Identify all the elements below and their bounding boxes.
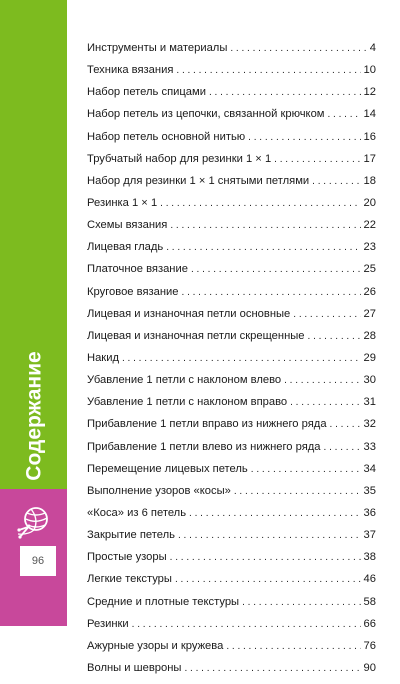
- toc-leader-dots: [312, 176, 360, 187]
- toc-entry: [87, 418, 376, 440]
- toc-leader-dots: [182, 287, 361, 298]
- toc-entry-page: 28: [363, 329, 376, 342]
- toc-entry: [87, 330, 376, 352]
- page-number: 96: [20, 546, 56, 576]
- toc-entry: [87, 396, 376, 418]
- toc-entry: [87, 175, 376, 197]
- toc-entry-title: Набор петель из цепочки, связанной крючком: [87, 108, 325, 121]
- toc-entry-page: 32: [363, 418, 376, 431]
- toc-entry-page: 33: [363, 440, 376, 453]
- toc-entry-page: 35: [363, 484, 376, 497]
- toc-entry-page: 14: [363, 108, 376, 121]
- toc-entry-title: Схемы вязания: [87, 219, 168, 232]
- toc-entry-page: 27: [363, 307, 376, 320]
- toc-leader-dots: [248, 132, 360, 143]
- toc-entry-title: Накид: [87, 351, 119, 364]
- toc-leader-dots: [284, 375, 360, 386]
- toc-entry: [87, 374, 376, 396]
- toc-entry-title: Прибавление 1 петли влево из нижнего ряда: [87, 440, 321, 453]
- yarn-ball-icon: [14, 503, 52, 541]
- toc-entry-page: 38: [363, 551, 376, 564]
- toc-entry: [87, 219, 376, 241]
- toc-entry-title: Набор для резинки 1 × 1 снятыми петлями: [87, 174, 310, 187]
- toc-entry-page: 17: [363, 152, 376, 165]
- toc-entry-page: 34: [363, 462, 376, 475]
- toc-entry-title: Лицевая гладь: [87, 241, 164, 254]
- toc-entry-page: 76: [363, 639, 376, 652]
- toc-entry-title: Инструменты и материалы: [87, 42, 228, 54]
- toc-entry-page: 12: [363, 86, 376, 99]
- toc-entry: [87, 352, 376, 374]
- toc-entry-title: Простые узоры: [87, 551, 167, 564]
- toc-entry: [87, 131, 376, 153]
- toc-entry-title: Лицевая и изнаночная петли основные: [87, 307, 291, 320]
- sidebar: [0, 0, 67, 626]
- toc-leader-dots: [191, 264, 361, 275]
- toc-entry-page: 66: [363, 617, 376, 630]
- toc-entry-page: 23: [363, 241, 376, 254]
- toc-entry-title: «Коса» из 6 петель: [87, 506, 187, 519]
- toc-leader-dots: [122, 353, 361, 364]
- toc-entry-title: Лицевая и изнаночная петли скрещенные: [87, 329, 305, 342]
- toc-entry-page: 29: [363, 351, 376, 364]
- toc-entry-page: 31: [363, 396, 376, 409]
- toc-entry-title: Техника вязания: [87, 64, 174, 77]
- toc-leader-dots: [178, 530, 361, 541]
- toc-entry-title: Резинка 1 × 1: [87, 196, 158, 209]
- toc-entry-page: 4: [369, 42, 376, 54]
- toc-entry-title: Резинки: [87, 617, 129, 630]
- toc-entry: [87, 197, 376, 219]
- toc-entry-title: Набор петель спицами: [87, 86, 206, 99]
- toc-leader-dots: [175, 574, 361, 585]
- toc-entry-title: Убавление 1 петли с наклоном влево: [87, 374, 282, 387]
- toc-entry: [87, 551, 376, 573]
- toc-entry: [87, 596, 376, 618]
- toc-entry-page: 37: [363, 529, 376, 542]
- table-of-contents: [87, 42, 376, 684]
- toc-entry-title: Убавление 1 петли с наклоном вправо: [87, 396, 288, 409]
- toc-entry: [87, 529, 376, 551]
- toc-leader-dots: [160, 198, 360, 209]
- toc-entry-title: Выполнение узоров «косы»: [87, 484, 231, 497]
- toc-entry-page: 46: [363, 573, 376, 586]
- toc-entry: [87, 573, 376, 595]
- toc-entry-title: Набор петель основной нитью: [87, 130, 246, 143]
- toc-entry-title: Трубчатый набор для резинки 1 × 1: [87, 152, 272, 165]
- toc-leader-dots: [170, 552, 361, 563]
- toc-entry-page: 18: [363, 174, 376, 187]
- toc-entry: [87, 64, 376, 86]
- toc-leader-dots: [324, 442, 361, 453]
- toc-entry-page: 36: [363, 506, 376, 519]
- toc-leader-dots: [327, 109, 360, 120]
- toc-entry-page: 26: [363, 285, 376, 298]
- toc-entry: [87, 241, 376, 263]
- toc-leader-dots: [176, 65, 360, 76]
- toc-entry-page: 22: [363, 219, 376, 232]
- toc-leader-dots: [274, 154, 360, 165]
- toc-leader-dots: [230, 43, 366, 54]
- toc-entry: [87, 463, 376, 485]
- toc-entry: [87, 485, 376, 507]
- toc-leader-dots: [184, 663, 360, 674]
- toc-entry-page: 10: [363, 64, 376, 77]
- toc-entry-page: 25: [363, 263, 376, 276]
- toc-entry-page: 20: [363, 196, 376, 209]
- sidebar-title-text: Содержание: [23, 351, 46, 481]
- toc-entry: [87, 507, 376, 529]
- toc-leader-dots: [308, 331, 361, 342]
- toc-leader-dots: [242, 597, 360, 608]
- toc-entry: [87, 618, 376, 640]
- toc-entry-page: 58: [363, 595, 376, 608]
- toc-entry-page: 30: [363, 374, 376, 387]
- toc-leader-dots: [290, 397, 360, 408]
- toc-entry-title: Ажурные узоры и кружева: [87, 639, 224, 652]
- toc-entry: [87, 308, 376, 330]
- toc-entry-title: Легкие текстуры: [87, 573, 172, 586]
- toc-leader-dots: [330, 419, 361, 430]
- toc-entry-title: Волны и шевроны: [87, 661, 182, 674]
- toc-leader-dots: [170, 220, 360, 231]
- toc-entry: [87, 640, 376, 662]
- toc-entry: [87, 153, 376, 175]
- sidebar-title: [12, 346, 58, 486]
- toc-leader-dots: [234, 486, 361, 497]
- toc-leader-dots: [166, 242, 360, 253]
- toc-entry: [87, 286, 376, 308]
- toc-leader-dots: [251, 464, 361, 475]
- toc-entry-title: Закрытие петель: [87, 529, 175, 542]
- toc-leader-dots: [209, 87, 361, 98]
- toc-entry: [87, 263, 376, 285]
- toc-entry: [87, 662, 376, 684]
- toc-entry-page: 90: [363, 661, 376, 674]
- toc-entry: [87, 441, 376, 463]
- toc-leader-dots: [226, 641, 360, 652]
- toc-entry: [87, 108, 376, 130]
- toc-entry-title: Перемещение лицевых петель: [87, 462, 248, 475]
- toc-leader-dots: [189, 508, 361, 519]
- toc-leader-dots: [293, 309, 360, 320]
- toc-entry-title: Прибавление 1 петли вправо из нижнего ряда: [87, 418, 327, 431]
- toc-entry-title: Платочное вязание: [87, 263, 188, 276]
- toc-entry-page: 16: [363, 130, 376, 143]
- toc-leader-dots: [132, 619, 361, 630]
- toc-entry: [87, 86, 376, 108]
- toc-entry-title: Средние и плотные текстуры: [87, 595, 240, 608]
- toc-entry-title: Круговое вязание: [87, 285, 179, 298]
- toc-entry: [87, 42, 376, 64]
